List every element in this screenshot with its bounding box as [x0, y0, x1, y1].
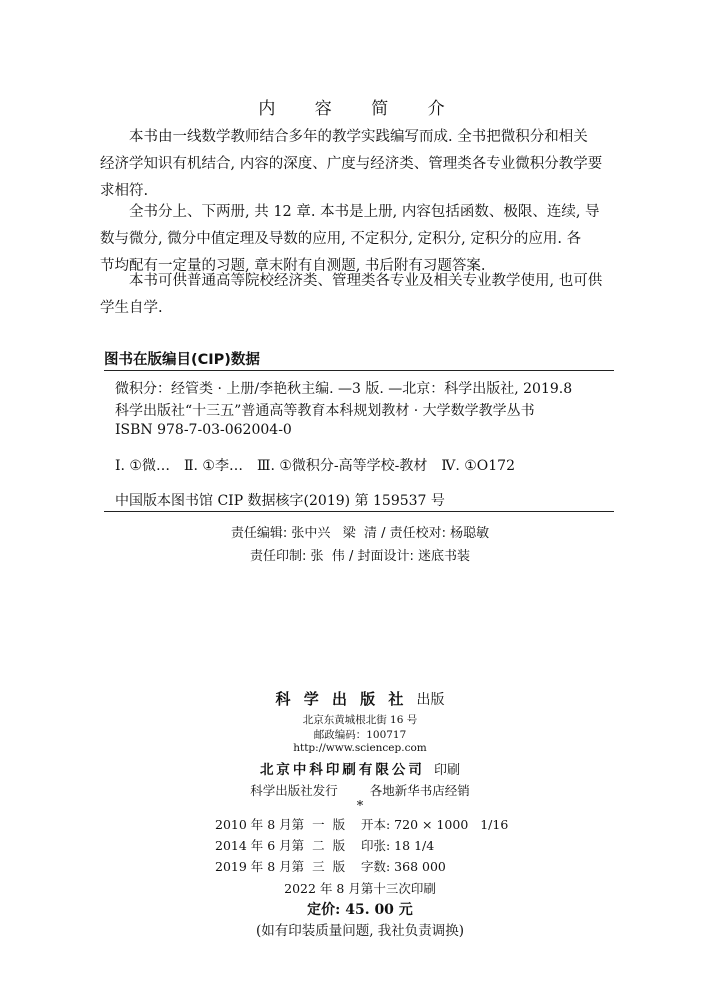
- divider: [104, 511, 614, 512]
- edition-row: [215, 815, 508, 833]
- edition-row: [215, 857, 446, 875]
- paragraph-line: 数与微分, 微分中值定理及导数的应用, 不定积分, 定积分, 定积分的应用. 各: [100, 231, 582, 247]
- staff-line-production: 责任印制: 张 伟 / 封面设计: 迷底书装: [250, 549, 470, 564]
- quality-notice: (如有印装质量问题, 我社负责调换): [255, 923, 465, 939]
- printer-suffix: 印刷: [434, 763, 461, 778]
- paragraph-line: 学生自学.: [100, 300, 163, 316]
- printer-name: 北京中科印刷有限公司: [259, 762, 425, 778]
- publisher-postcode: 邮政编码：100717: [313, 729, 407, 741]
- reprint-line: 2022 年 8 月第十三次印刷: [284, 881, 436, 896]
- distribution-line: [0, 781, 720, 799]
- separator-asterisk: *: [356, 799, 364, 814]
- cip-line-record: 中国版本图书馆 CIP 数据核字(2019) 第 159537 号: [115, 493, 445, 509]
- distribution-left: 科学出版社发行: [250, 783, 338, 798]
- summary-paragraph-3: [100, 268, 630, 322]
- paragraph-line: 本书由一线数学教师结合多年的教学实践编写而成. 全书把微积分和相关: [129, 129, 588, 145]
- paragraph-line: 求相符.: [100, 183, 149, 199]
- price: 定价: 45. 00 元: [307, 902, 413, 918]
- edition-row: [215, 836, 434, 854]
- paragraph-line: 节均配有一定量的习题, 章末附有自测题, 书后附有习题答案.: [100, 258, 486, 274]
- cip-line-isbn: ISBN 978-7-03-062004-0: [115, 422, 292, 438]
- cip-line-title: 微积分：经管类 · 上册/李艳秋主编. —3 版. —北京：科学出版社, 2019.8: [115, 381, 573, 397]
- edition-spec: 开本: 720 × 1000 1/16: [361, 817, 509, 832]
- staff-line-editors: 责任编辑: 张中兴 梁 清 / 责任校对: 杨聪敏: [230, 526, 490, 541]
- edition-date: 2010 年 8 月第 一 版: [215, 817, 346, 832]
- cip-heading: 图书在版编目(CIP)数据: [104, 352, 260, 368]
- publisher-address: 北京东黄城根北街 16 号: [302, 714, 418, 726]
- edition-spec: 字数: 368 000: [361, 859, 446, 874]
- publisher-name: 科 学 出 版 社: [275, 690, 408, 708]
- page-title: 内 容 简 介: [258, 99, 462, 119]
- cip-line-series: 科学出版社“十三五”普通高等教育本科规划教材 · 大学数学教学丛书: [115, 403, 535, 419]
- distribution-right: 各地新华书店经销: [369, 783, 470, 798]
- divider: [104, 370, 614, 371]
- edition-date: 2019 年 8 月第 三 版: [215, 859, 346, 874]
- printer-line: [0, 758, 720, 778]
- edition-date: 2014 年 6 月第 二 版: [215, 838, 346, 853]
- paragraph-line: 本书可供普通高等院校经济类、管理类各专业及相关专业教学使用, 也可供: [129, 273, 603, 289]
- summary-paragraph-1: [100, 124, 630, 205]
- cip-line-classification: Ⅰ. ①微… Ⅱ. ①李… Ⅲ. ①微积分-高等学校-教材 Ⅳ. ①O172: [115, 458, 515, 474]
- paragraph-line: 经济学知识有机结合, 内容的深度、广度与经济类、管理类各专业微积分教学要: [100, 156, 603, 172]
- publisher-line: [0, 688, 720, 709]
- paragraph-line: 全书分上、下两册, 共 12 章. 本书是上册, 内容包括函数、极限、连续, 导: [129, 204, 600, 220]
- edition-spec: 印张: 18 1/4: [361, 838, 435, 853]
- publisher-url: http://www.sciencep.com: [293, 742, 427, 754]
- publisher-suffix: 出版: [416, 692, 445, 708]
